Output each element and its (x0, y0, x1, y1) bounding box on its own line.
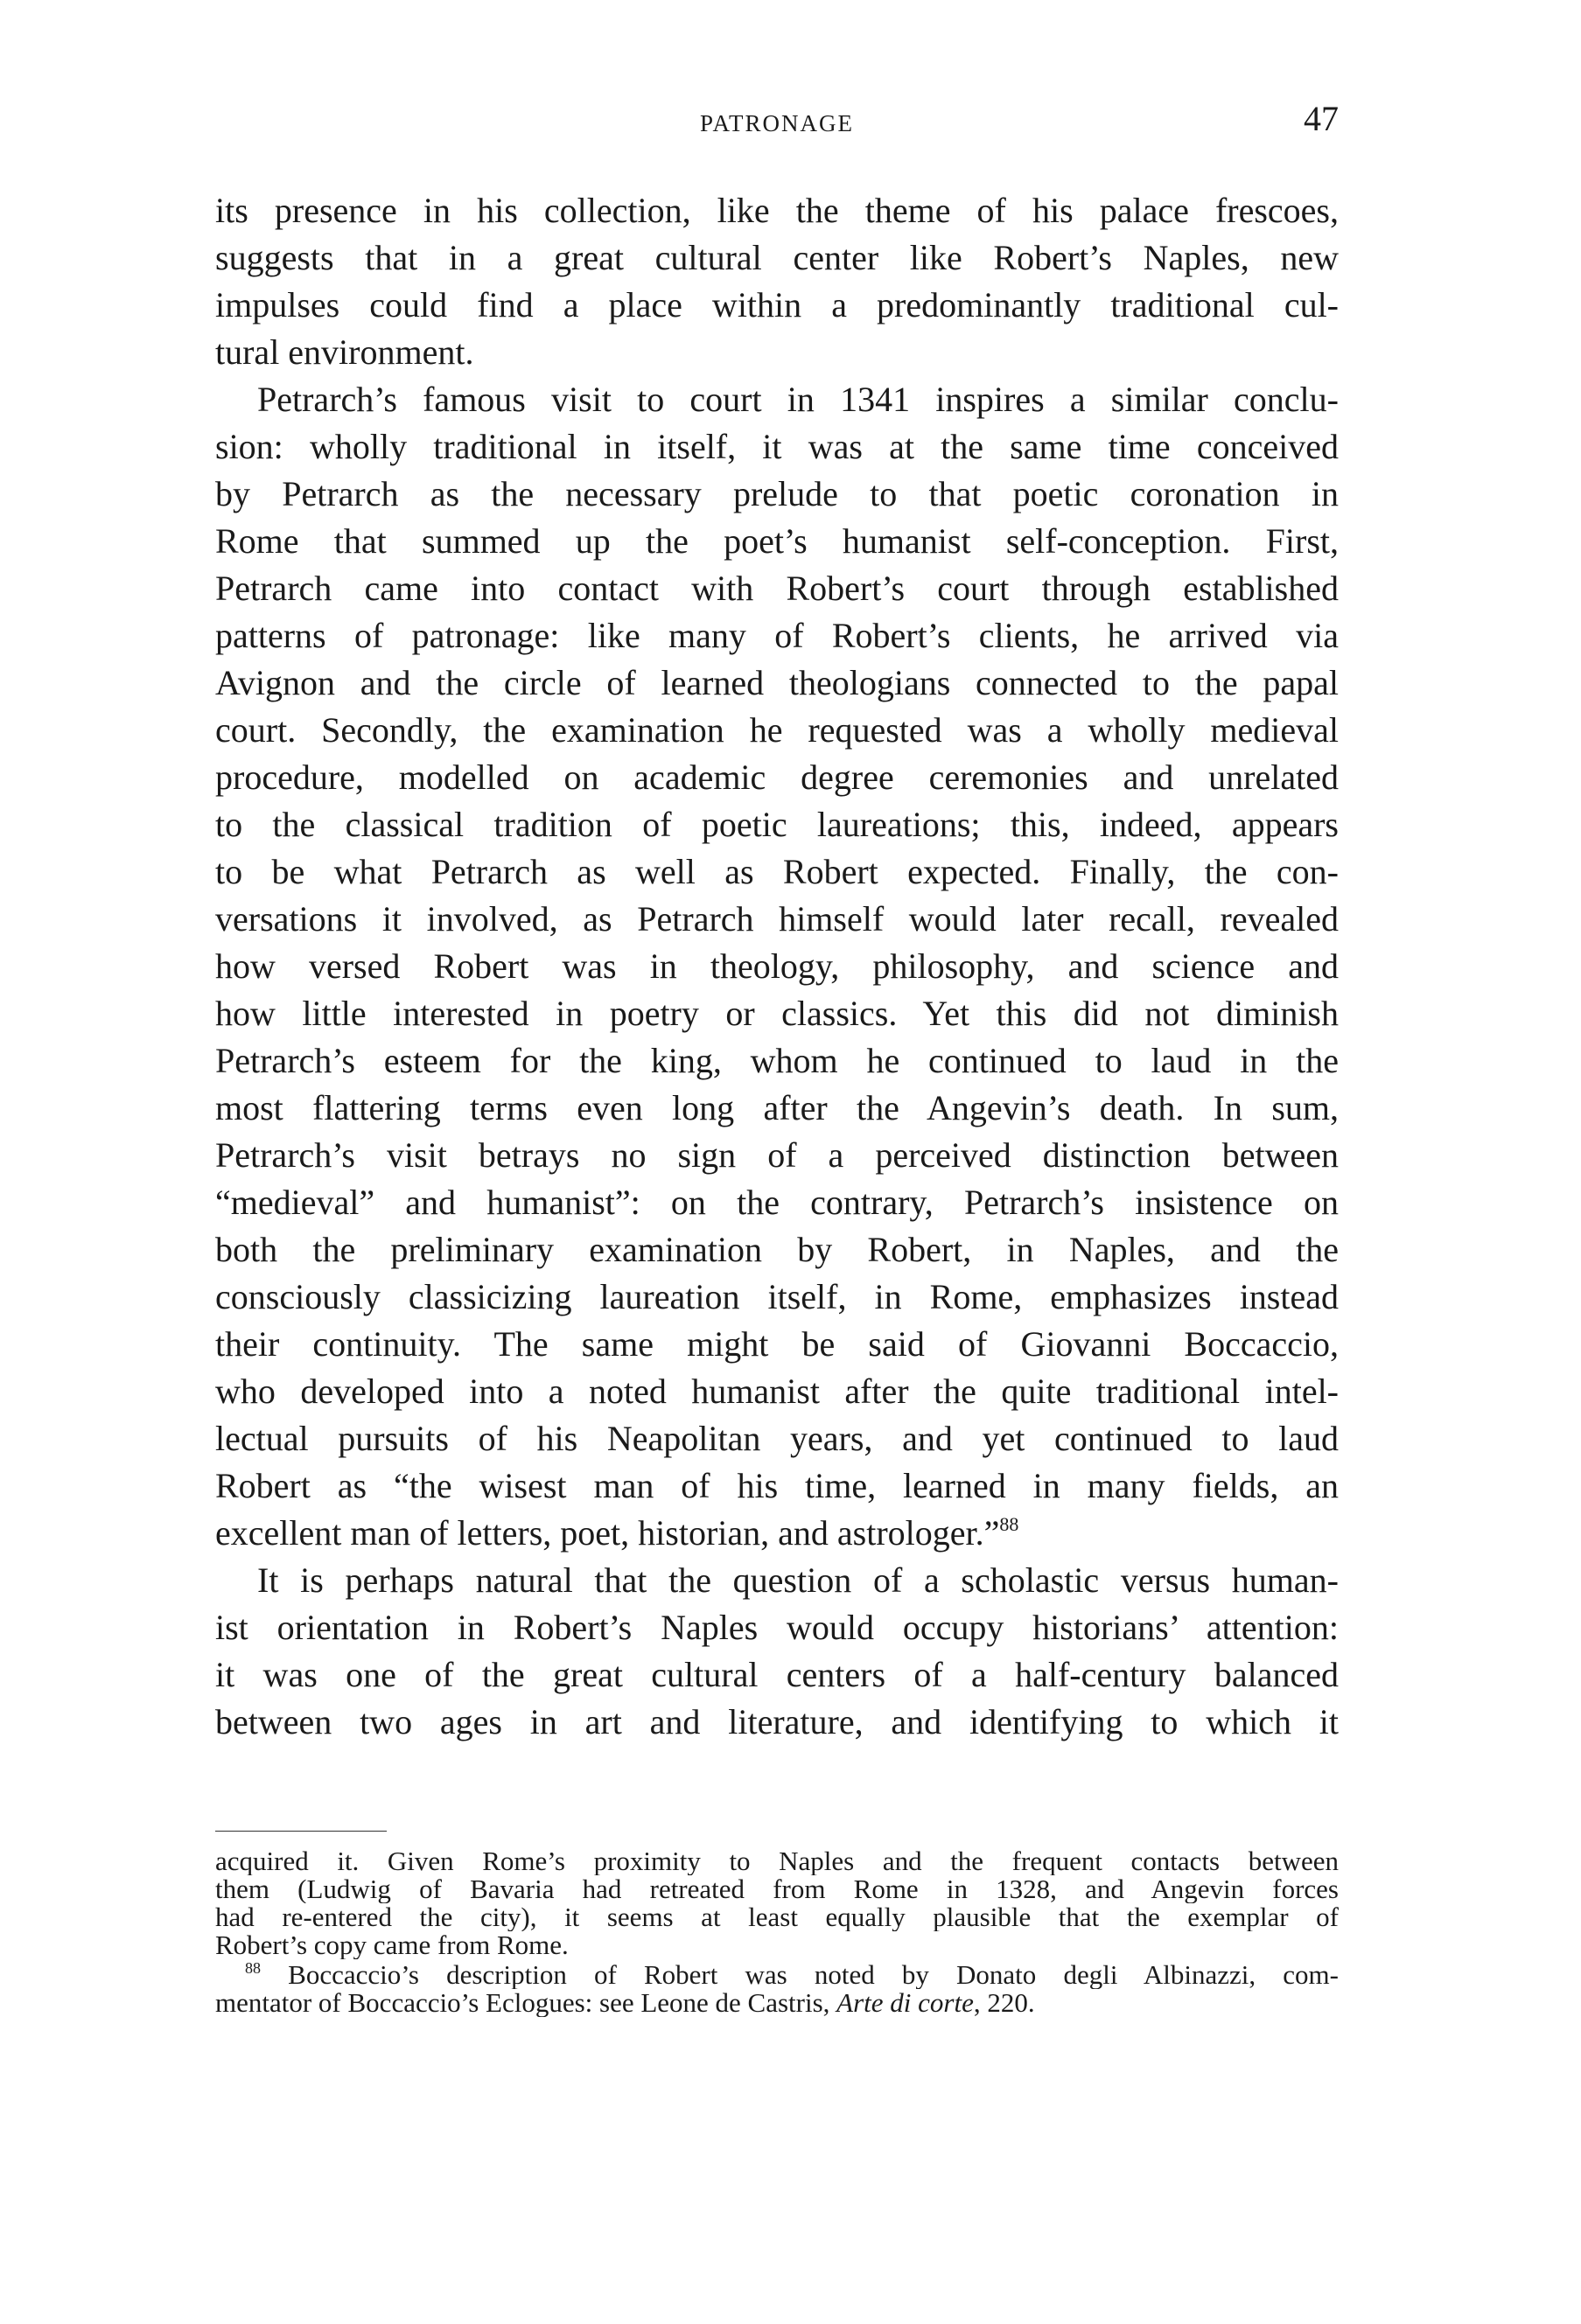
text-line: Petrarch’s esteem for the king, whom he continued to laud in the (215, 1041, 1339, 1080)
text-line: how little interested in poetry or classics. Yet this did not diminish (215, 994, 1339, 1033)
text-line: who developed into a noted humanist after the quite traditional intel- (215, 1371, 1339, 1411)
text-line: lectual pursuits of his Neapolitan years, and yet continued to laud (215, 1419, 1339, 1458)
text-line: sion: wholly traditional in itself, it was at the same time conceived (215, 427, 1339, 466)
text-line: court. Secondly, the examination he requested was a wholly medieval (215, 710, 1339, 750)
text-line: Robert as “the wisest man of his time, learned in many fields, an (215, 1466, 1339, 1505)
footnote-line (215, 1961, 1339, 1989)
footnote-book-title: Arte di corte (836, 1989, 974, 2017)
paragraph-1 (215, 187, 1339, 376)
text-line: their continuity. The same might be said of Giovanni Boccaccio, (215, 1324, 1339, 1364)
text-line-with-note-ref (215, 1510, 1339, 1557)
text-line: patterns of patronage: like many of Robert’s clients, he arrived via (215, 616, 1339, 655)
footnote-line: them (Ludwig of Bavaria had retreated from Rome in 1328, and Angevin forces (215, 1875, 1339, 1903)
text-line: its presence in his collection, like the theme of his palace frescoes, (215, 191, 1339, 230)
text-line: between two ages in art and literature, and identifying to which it (215, 1702, 1339, 1741)
footnote-line (215, 1989, 1339, 2017)
text-line: to the classical tradition of poetic laureations; this, indeed, appears (215, 805, 1339, 844)
page-number: 47 (1304, 99, 1339, 138)
text-line: versations it involved, as Petrarch himself would later recall, revealed (215, 899, 1339, 939)
footnote-text: , 220. (973, 1989, 1035, 2017)
text-line: how versed Robert was in theology, philosophy, and science and (215, 946, 1339, 986)
text-line: Rome that summed up the poet’s humanist self-conception. First, (215, 521, 1339, 561)
body-text (215, 187, 1339, 1746)
text-line: Avignon and the circle of learned theologians connected to the papal (215, 663, 1339, 702)
footnote-line: Robert’s copy came from Rome. (215, 1931, 569, 1959)
footnote-88 (215, 1961, 1339, 2017)
paragraph-3 (215, 1557, 1339, 1746)
footnote-text: Boccaccio’s description of Robert was noted by Donato degli Albinazzi, com- (288, 1961, 1339, 1989)
text-line: excellent man of letters, poet, historian, and astrologer.” (215, 1513, 1000, 1553)
text-line: ist orientation in Robert’s Naples would occupy historians’ attention: (215, 1608, 1339, 1647)
footnote-continued (215, 1847, 1339, 1959)
text-line: Petrarch’s famous visit to court in 1341 inspires a similar conclu- (257, 380, 1339, 419)
footnote-line: acquired it. Given Rome’s proximity to Naples and the frequent contacts between (215, 1847, 1339, 1875)
text-line: tural environment. (215, 332, 474, 372)
text-line: it was one of the great cultural centers of a half-century balanced (215, 1655, 1339, 1694)
text-line: suggests that in a great cultural center like Robert’s Naples, new (215, 238, 1339, 277)
running-title: PATRONAGE (699, 110, 855, 136)
footnotes (215, 1847, 1339, 2017)
footnote-reference-88[interactable]: 88 (999, 1513, 1019, 1535)
text-line: most flattering terms even long after the Angevin’s death. In sum, (215, 1088, 1339, 1127)
text-line: to be what Petrarch as well as Robert expected. Finally, the con- (215, 852, 1339, 891)
text-line: both the preliminary examination by Robert, in Naples, and the (215, 1230, 1339, 1269)
running-head (215, 98, 1339, 142)
footnote-text: mentator of Boccaccio’s Eclogues: see Leone de Castris, (215, 1989, 837, 2017)
text-line: Petrarch’s visit betrays no sign of a perceived distinction between (215, 1135, 1339, 1175)
text-line: by Petrarch as the necessary prelude to that poetic coronation in (215, 474, 1339, 513)
text-line: procedure, modelled on academic degree ceremonies and unrelated (215, 757, 1339, 797)
footnote-separator (215, 1831, 387, 1832)
text-line: impulses could find a place within a predominantly traditional cul- (215, 285, 1339, 325)
text-line: consciously classicizing laureation itself, in Rome, emphasizes instead (215, 1277, 1339, 1316)
text-line: It is perhaps natural that the question of a scholastic versus human- (257, 1560, 1339, 1600)
footnote-number: 88 (245, 1961, 261, 1977)
paragraph-2 (215, 376, 1339, 1557)
text-line: “medieval” and humanist”: on the contrary, Petrarch’s insistence on (215, 1183, 1339, 1222)
text-line: Petrarch came into contact with Robert’s court through established (215, 569, 1339, 608)
footnote-line: had re-entered the city), it seems at least equally plausible that the exemplar of (215, 1903, 1339, 1931)
